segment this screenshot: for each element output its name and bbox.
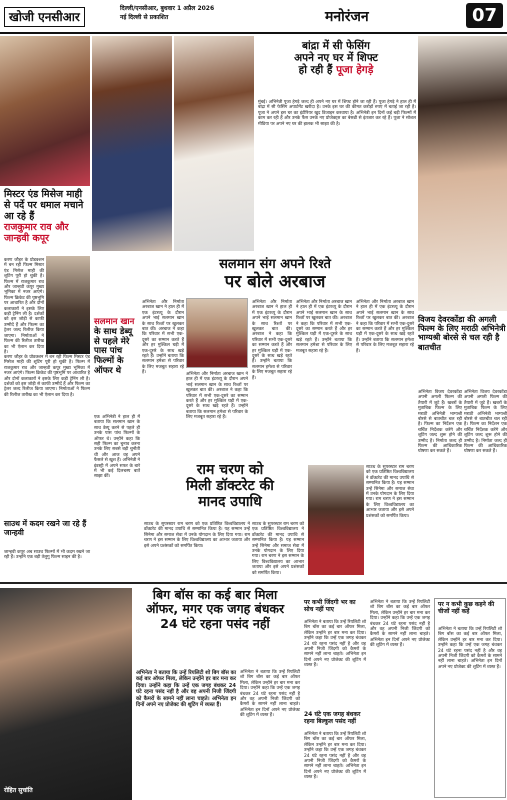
bigboss-body-4: अभिनेता ने बताया कि उन्हें रियलिटी शो बिग बॉस का कई बार ऑफर मिला, लेकिन उन्होंने हर बार मना कर दिया। उन्होंने कहा कि उन्हें एक जगह बंधकर 24 घंटे रहना पसंद नहीं है और वह अपनी निजी जिंदगी को कैमरों के सामने नहीं लाना चाहते। अभिनेता इन दिनों अपने नए प्रोजेक्ट की शूटिंग में व्यस्त हैं। — [370, 600, 430, 649]
ramcharan-body-2: साउथ के सुपरस्टार राम चरण को एक प्रतिष्ठित विश्वविद्यालय ने डॉक्टरेट की मानद उपाधि से सम्मानित किया है। यह सम्मान उन्हें सिनेमा और समाज सेवा में उनके योगदान के लिए दिया गया। राम चरण ने इस सम्मान के लिए विश्वविद्यालय का आभार जताया और इसे अपने प्रशंसकों को समर्पित किया। — [252, 522, 304, 576]
vijay-headline: विजय देवरकोंडा की अगली फिल्म के लिए मराठी अभिनेत्री भाग्यश्री बोरसे से चल रही है बातचीत — [418, 315, 506, 352]
section-title: मनोरंजन — [325, 9, 369, 25]
ramcharan-headline-3: मानद उपाधि — [198, 494, 262, 511]
actor-photo — [0, 588, 132, 800]
pooja-headline — [256, 40, 416, 76]
pooja-headline-1: बांद्रा में सी फेसिंग — [302, 40, 370, 52]
arbaaz-headline — [140, 258, 410, 292]
arbaaz-headline-2: पर बोले अरबाज — [224, 271, 326, 292]
left-headline-text: मिस्टर एंड मिसेज माही से पर्दे पर धमाल मचाने आ रहे हैं — [4, 189, 84, 222]
salman-headline-text: के साथ डेब्यू से पहले मेरे पास पांच फिल्मों के ऑफर थे — [94, 326, 133, 376]
section-divider — [0, 582, 507, 584]
pooja-photo-right — [418, 36, 507, 311]
arbaaz-body-5: अभिनेता और निर्माता अरबाज खान ने हाल ही में एक इंटरव्यू के दौरान अपने भाई सलमान खान के साथ रिश्तों पर खुलकर बात की। अरबाज ने कहा कि परिवार में सभी एक-दूसरे का सम्मान करते हैं और हर मुश्किल घड़ी में एक-दूसरे के साथ खड़े रहते हैं। उन्होंने बताया कि सलमान हमेशा से परिवार के लिए मजबूत सहारा रहे हैं। — [356, 300, 414, 354]
bigboss-body-1: अभिनेता ने बताया कि उन्हें रियलिटी शो बिग बॉस का कई बार ऑफर मिला, लेकिन उन्होंने हर बार मना कर दिया। उन्होंने कहा कि उन्हें एक जगह बंधकर 24 घंटे रहना पसंद नहीं है और वह अपनी निजी जिंदगी को कैमरों के सामने नहीं लाना चाहते। अभिनेता इन दिनों अपने नए प्रोजेक्ट की शूटिंग में व्यस्त हैं। — [240, 670, 300, 719]
actor-caption: रोहित सुचांति — [4, 787, 33, 794]
newspaper-logo: खोजी एनसीआर — [4, 7, 85, 27]
bigboss-body-5: अभिनेता ने बताया कि उन्हें रियलिटी शो बिग बॉस का कई बार ऑफर मिला, लेकिन उन्होंने हर बार मना कर दिया। उन्होंने कहा कि उन्हें एक जगह बंधकर 24 घंटे रहना पसंद नहीं है और वह अपनी निजी जिंदगी को कैमरों के सामने नहीं लाना चाहते। अभिनेता इन दिनों अपने नए प्रोजेक्ट की शूटिंग में व्यस्त हैं। — [438, 627, 502, 670]
left-headline — [4, 190, 88, 245]
bigboss-headline-3: 24 घंटे रहना पसंद नहीं — [160, 615, 270, 631]
arbaaz-body-1: अभिनेता और निर्माता अरबाज खान ने हाल ही में एक इंटरव्यू के दौरान अपने भाई सलमान खान के साथ रिश्तों पर खुलकर बात की। अरबाज ने कहा कि परिवार में सभी एक-दूसरे का सम्मान करते हैं और हर मुश्किल घड़ी में एक-दूसरे के साथ खड़े रहते हैं। उन्होंने बताया कि सलमान हमेशा से परिवार के लिए मजबूत सहारा रहे हैं। — [142, 300, 184, 376]
bigboss-lead: अभिनेता ने बताया कि उन्हें रियलिटी शो बिग बॉस का कई बार ऑफर मिला, लेकिन उन्होंने हर बार मना कर दिया। उन्होंने कहा कि उन्हें एक जगह बंधकर 24 घंटे रहना पसंद नहीं है और वह अपनी निजी जिंदगी को कैमरों के सामने नहीं लाना चाहते। अभिनेता इन दिनों अपने नए प्रोजेक्ट की शूटिंग में व्यस्त हैं। — [136, 670, 236, 709]
left-footer-body: जान्हवी कपूर अब साउथ फिल्मों में भी कदम रखने जा रही हैं। उन्होंने एक बड़ी तेलुगु फिल्म साइन की है। — [4, 550, 90, 561]
arbaaz-headline-1: सलमान संग अपने रिश्ते — [219, 257, 331, 272]
issue-date: दिल्ली/एनसीआर, बुधवार 1 अप्रैल 2026 — [120, 5, 215, 12]
ramcharan-body-3: साउथ के सुपरस्टार राम चरण को एक प्रतिष्ठित विश्वविद्यालय ने डॉक्टरेट की मानद उपाधि से सम्मानित किया है। यह सम्मान उन्हें सिनेमा और समाज सेवा में उनके योगदान के लिए दिया गया। राम चरण ने इस सम्मान के लिए विश्वविद्यालय का आभार जताया और इसे अपने प्रशंसकों को समर्पित किया। — [366, 465, 414, 519]
bigboss-headline — [100, 588, 330, 631]
left-headline-red: राजकुमार राव और जान्हवी कपूर — [4, 221, 69, 244]
salman-name: सलमान खान — [94, 317, 135, 327]
ramcharan-headline-1: राम चरण को — [196, 462, 264, 478]
ramcharan-headline — [150, 462, 310, 510]
pooja-photo-center — [174, 36, 254, 251]
pooja-headline-2: अपने नए घर में शिफ्ट — [294, 52, 378, 65]
left-story-body: करण जौहर के प्रोडक्शन में बन रही फिल्म मिस्टर एंड मिसेज माही की शूटिंग पूरी हो चुकी है। फिल्म में राजकुमार राव और जान्हवी कपूर मुख्य भूमिका में नजर आएंगे। फिल्म क्रिकेट की पृष्ठभूमि पर आधारित है और दोनों कलाकारों ने इसके लिए कड़ी ट्रेनिंग ली है। दर्शकों को इस जोड़ी से काफी उम्मीदें हैं और फिल्म का ट्रेलर जल्द रिलीज किया जाएगा। निर्माताओं ने फिल्म की रिलीज तारीख का भी ऐलान कर दिया है। — [4, 258, 44, 355]
couple-photo — [0, 36, 90, 186]
left-footer-headline: साउथ में कदम रखने जा रहे हैं जान्हवी — [4, 519, 87, 537]
karan-johar-photo — [46, 256, 90, 354]
ramcharan-body-1: साउथ के सुपरस्टार राम चरण को एक प्रतिष्ठित विश्वविद्यालय ने डॉक्टरेट की मानद उपाधि से सम्मानित किया है। यह सम्मान उन्हें सिनेमा और समाज सेवा में उनके योगदान के लिए दिया गया। राम चरण ने इस सम्मान के लिए विश्वविद्यालय का आभार जताया और इसे अपने प्रशंसकों को समर्पित किया। — [144, 522, 250, 549]
page-header — [0, 0, 507, 34]
arbaaz-photo — [186, 298, 248, 368]
bigboss-body-2: अभिनेता ने बताया कि उन्हें रियलिटी शो बिग बॉस का कई बार ऑफर मिला, लेकिन उन्होंने हर बार मना कर दिया। उन्होंने कहा कि उन्हें एक जगह बंधकर 24 घंटे रहना पसंद नहीं है और वह अपनी निजी जिंदगी को कैमरों के सामने नहीं लाना चाहते। अभिनेता इन दिनों अपने नए प्रोजेक्ट की शूटिंग में व्यस्त हैं। — [304, 620, 366, 669]
bigboss-subhead-1: पर कभी जिंदगी भर का सोच नहीं पाए — [304, 599, 356, 613]
salman-body: एक अभिनेत्री ने हाल ही में बताया कि सलमान खान के साथ डेब्यू करने से पहले ही उनके पास पांच फिल्मों के ऑफर थे। उन्होंने कहा कि सही फिल्म का चुनाव करना उनके लिए सबसे बड़ी चुनौती थी और आज वह अपने फैसले से खुश हैं। अभिनेत्री ने इंडस्ट्री में अपने सफर के बारे में भी कई दिलचस्प बातें साझा कीं। — [94, 415, 140, 480]
ramcharan-photo — [308, 465, 364, 575]
bigboss-subhead-3: पर न कभी कुछ कहने की चीजों नहीं कहें — [438, 601, 495, 615]
salman-headline-block — [94, 318, 140, 377]
page-number: 07 — [466, 3, 503, 28]
left-story-body-2: करण जौहर के प्रोडक्शन में बन रही फिल्म मिस्टर एंड मिसेज माही की शूटिंग पूरी हो चुकी है। फिल्म में राजकुमार राव और जान्हवी कपूर मुख्य भूमिका में नजर आएंगे। फिल्म क्रिकेट की पृष्ठभूमि पर आधारित है और दोनों कलाकारों ने इसके लिए कड़ी ट्रेनिंग ली है। दर्शकों को इस जोड़ी से काफी उम्मीदें हैं और फिल्म का ट्रेलर जल्द रिलीज किया जाएगा। निर्माताओं ने फिल्म की रिलीज तारीख का भी ऐलान कर दिया है। — [4, 355, 90, 398]
vijay-body-2: अभिनेता विजय देवरकोंडा अपनी अगली फिल्म की तैयारी में जुटे हैं। खबरों के मुताबिक फिल्म के लिए मराठी अभिनेत्री भाग्यश्री बोरसे से बातचीत चल रही है। फिल्म का निर्देशन एक चर्चित निर्देशक करेंगे और शूटिंग जल्द शुरू होने की उम्मीद है। निर्माता जल्द ही फिल्म की आधिकारिक घोषणा कर सकते हैं। — [464, 390, 507, 455]
bigboss-subhead-2: 24 घंटे एक जगह बंधकर रहना बिल्कुल पसंद नहीं — [304, 711, 361, 725]
pooja-photo-left — [92, 36, 172, 251]
pooja-body: मुंबई। अभिनेत्री पूजा हेगड़े जल्द ही अपने नए घर में शिफ्ट होने जा रही हैं। पूजा हेगड़े ने हाल ही में बांद्रा में सी फेसिंग अपार्टमेंट खरीदा है। उनके इस घर की कीमत करोड़ों रुपए में बताई जा रही है। पूजा ने अपने इस घर का इंटीरियर खुद डिजाइन करवाया है। अभिनेत्री इन दिनों कई बड़ी फिल्मों में काम कर रही हैं और उनके फैंस उनके नए प्रोजेक्ट्स का बेसब्री से इंतजार कर रहे हैं। पूजा ने सोशल मीडिया पर अपने नए घर की झलक भी साझा की है। — [258, 100, 416, 127]
tagline: नई दिल्ली से प्रकाशित — [120, 14, 169, 21]
arbaaz-body-4: अभिनेता और निर्माता अरबाज खान ने हाल ही में एक इंटरव्यू के दौरान अपने भाई सलमान खान के साथ रिश्तों पर खुलकर बात की। अरबाज ने कहा कि परिवार में सभी एक-दूसरे का सम्मान करते हैं और हर मुश्किल घड़ी में एक-दूसरे के साथ खड़े रहते हैं। उन्होंने बताया कि सलमान हमेशा से परिवार के लिए मजबूत सहारा रहे हैं। — [296, 300, 352, 354]
arbaaz-body-3: अभिनेता और निर्माता अरबाज खान ने हाल ही में एक इंटरव्यू के दौरान अपने भाई सलमान खान के साथ रिश्तों पर खुलकर बात की। अरबाज ने कहा कि परिवार में सभी एक-दूसरे का सम्मान करते हैं और हर मुश्किल घड़ी में एक-दूसरे के साथ खड़े रहते हैं। उन्होंने बताया कि सलमान हमेशा से परिवार के लिए मजबूत सहारा रहे हैं। — [252, 300, 292, 381]
pooja-headline-3: हो रही हैं — [298, 64, 333, 77]
arbaaz-body-2: अभिनेता और निर्माता अरबाज खान ने हाल ही में एक इंटरव्यू के दौरान अपने भाई सलमान खान के साथ रिश्तों पर खुलकर बात की। अरबाज ने कहा कि परिवार में सभी एक-दूसरे का सम्मान करते हैं और हर मुश्किल घड़ी में एक-दूसरे के साथ खड़े रहते हैं। उन्होंने बताया कि सलमान हमेशा से परिवार के लिए मजबूत सहारा रहे हैं। — [186, 372, 248, 421]
bigboss-headline-1: बिग बॉस का कई बार मिला — [152, 587, 278, 602]
vijay-body-1: अभिनेता विजय देवरकोंडा अपनी अगली फिल्म की तैयारी में जुटे हैं। खबरों के मुताबिक फिल्म के लिए मराठी अभिनेत्री भाग्यश्री बोरसे से बातचीत चल रही है। फिल्म का निर्देशन एक चर्चित निर्देशक करेंगे और शूटिंग जल्द शुरू होने की उम्मीद है। निर्माता जल्द ही फिल्म की आधिकारिक घोषणा कर सकते हैं। — [418, 390, 462, 455]
issue-info — [120, 4, 280, 22]
pooja-headline-red: पूजा हेगड़े — [336, 64, 374, 77]
sidebar-box — [434, 598, 506, 798]
bigboss-headline-2: ऑफर, मगर एक जगह बंधकर — [145, 601, 285, 617]
ramcharan-headline-2: मिली डॉक्टरेट की — [186, 478, 274, 495]
bigboss-body-3: अभिनेता ने बताया कि उन्हें रियलिटी शो बिग बॉस का कई बार ऑफर मिला, लेकिन उन्होंने हर बार मना कर दिया। उन्होंने कहा कि उन्हें एक जगह बंधकर 24 घंटे रहना पसंद नहीं है और वह अपनी निजी जिंदगी को कैमरों के सामने नहीं लाना चाहते। अभिनेता इन दिनों अपने नए प्रोजेक्ट की शूटिंग में व्यस्त हैं। — [304, 732, 366, 781]
